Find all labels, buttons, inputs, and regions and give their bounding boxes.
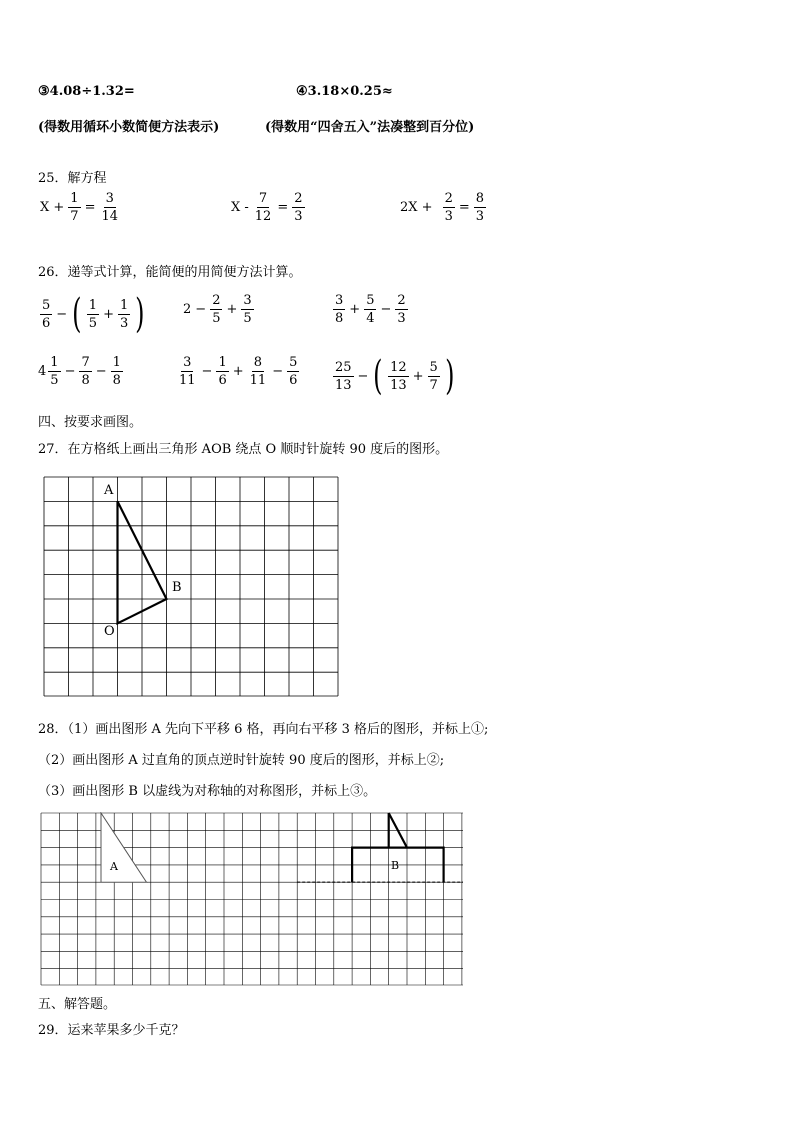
eq3-d2: 3: [475, 209, 485, 224]
e5-a-den: 11: [179, 373, 196, 388]
e5-op1: −: [201, 364, 213, 379]
q24-item3: ③4.08÷1.32=: [38, 84, 135, 99]
e4-c-den: 8: [112, 373, 121, 388]
e1-rparen: ): [135, 291, 145, 337]
q27-grid-lines: [44, 477, 338, 696]
e3-c-num: 2: [397, 293, 406, 308]
eq2-d2: 3: [294, 209, 303, 224]
q27-grid: [43, 476, 341, 698]
eq3-lhs: 2X +: [400, 200, 433, 215]
eq3-eq: =: [458, 200, 470, 215]
e6-lparen: (: [373, 353, 383, 399]
q25-eq2: [229, 192, 307, 223]
e2-b-den: 5: [243, 311, 252, 326]
e1-op1: −: [56, 306, 68, 322]
e3-a-num: 3: [335, 293, 344, 308]
eq3-d1: 3: [444, 209, 453, 224]
e3-b-num: 5: [366, 293, 375, 308]
e2-whole: 2: [183, 302, 192, 317]
e4-b-den: 8: [81, 373, 90, 388]
e1-op2: +: [103, 306, 114, 322]
e6-b-den: 13: [390, 377, 407, 393]
e6-op2: +: [412, 368, 424, 384]
eq2-n2: 2: [294, 191, 303, 206]
e6-c-den: 7: [429, 377, 438, 393]
e6-a-den: 13: [335, 377, 352, 393]
e5-d-num: 5: [289, 355, 298, 370]
e5-b-num: 1: [218, 355, 227, 370]
q28-line3: （3）画出图形 B 以虚线为对称轴的对称图形，并标上③。: [38, 784, 377, 799]
q28-grid: [40, 812, 466, 988]
q26-e4: [38, 356, 125, 387]
eq1-n2: 3: [105, 191, 114, 206]
e6-c-num: 5: [429, 359, 438, 375]
e4-b-num: 7: [81, 355, 90, 370]
eq1-d2: 14: [101, 209, 119, 224]
eq1-d1: 7: [70, 209, 79, 224]
e1-a-den: 6: [42, 315, 51, 331]
e4-op1: −: [64, 364, 76, 379]
q28-label-a: A: [110, 860, 118, 873]
q25-eq3: [398, 192, 488, 223]
q26-e3: [331, 294, 410, 325]
q26-e2: [181, 294, 256, 325]
eq2-n1: 7: [258, 191, 268, 206]
e4-a-num: 1: [50, 355, 59, 370]
q28-line1: 28．（1）画出图形 A 先向下平移 6 格，再向右平移 3 格后的图形，并标上①;: [38, 722, 489, 737]
e5-op2: +: [232, 364, 244, 379]
q26-e5: [175, 356, 301, 387]
e6-op1: −: [357, 368, 369, 384]
e2-b-num: 3: [243, 293, 252, 308]
e6-b-num: 12: [390, 359, 407, 375]
e6-a-num: 25: [335, 359, 352, 375]
q27-label-o: O: [104, 624, 115, 639]
e3-op1: +: [349, 302, 361, 317]
e2-op1: −: [195, 302, 207, 317]
q29-title: 29．运来苹果多少千克？: [38, 1023, 185, 1038]
e3-a-den: 8: [335, 311, 344, 326]
e1-c-den: 3: [119, 315, 129, 331]
e3-op2: −: [380, 302, 392, 317]
e5-d-den: 6: [289, 373, 298, 388]
e1-b-den: 5: [88, 315, 98, 331]
e3-c-den: 3: [397, 311, 406, 326]
q25-eq1: [38, 192, 122, 223]
eq1-lhs: X +: [40, 200, 65, 215]
eq2-lhs: X -: [231, 200, 249, 215]
e1-c-num: 1: [119, 297, 129, 313]
e1-a-num: 5: [42, 297, 51, 313]
e2-a-den: 5: [212, 311, 221, 326]
eq3-n2: 8: [475, 191, 485, 206]
eq2-eq: =: [277, 200, 289, 215]
e5-b-den: 6: [218, 373, 227, 388]
e3-b-den: 4: [366, 311, 375, 326]
q27-title: 27．在方格纸上画出三角形 AOB 绕点 O 顺时针旋转 90 度后的图形。: [38, 442, 449, 457]
q26-e1: [38, 291, 148, 337]
e2-op2: +: [226, 302, 238, 317]
section5-title: 五、解答题。: [38, 997, 117, 1012]
e4-c-num: 1: [112, 355, 121, 370]
q27-label-b: B: [172, 580, 182, 595]
q24-note3: (得数用循环小数简便方法表示): [38, 120, 220, 135]
q28-line2: （2）画出图形 A 过直角的顶点逆时针旋转 90 度后的图形，并标上②;: [38, 753, 445, 768]
eq2-d1: 12: [254, 209, 272, 224]
e5-a-num: 3: [183, 355, 192, 370]
e1-lparen: (: [72, 291, 82, 337]
e4-whole: 4: [38, 364, 47, 379]
eq3-n1: 2: [444, 191, 453, 206]
q28-label-b: B: [391, 859, 400, 872]
e5-c-num: 8: [253, 355, 263, 370]
eq1-n1: 1: [70, 191, 79, 206]
eq1-eq: =: [84, 200, 96, 215]
e5-op3: −: [272, 364, 284, 379]
q26-e6: [331, 353, 457, 399]
e2-a-num: 2: [212, 293, 221, 308]
e6-rparen: ): [444, 353, 455, 399]
q24-item4: ④3.18×0.25≈: [296, 84, 393, 99]
q25-title: 25．解方程: [38, 171, 107, 186]
section4-title: 四、按要求画图。: [38, 415, 143, 430]
q27-label-a: A: [104, 483, 114, 498]
e1-b-num: 1: [88, 297, 98, 313]
e5-c-den: 11: [249, 373, 267, 388]
q26-title: 26．递等式计算，能简便的用简便方法计算。: [38, 265, 302, 280]
e4-a-den: 5: [50, 373, 59, 388]
e4-op2: −: [95, 364, 107, 379]
q24-note4: (得数用“四舍五入”法凑整到百分位): [265, 120, 475, 135]
